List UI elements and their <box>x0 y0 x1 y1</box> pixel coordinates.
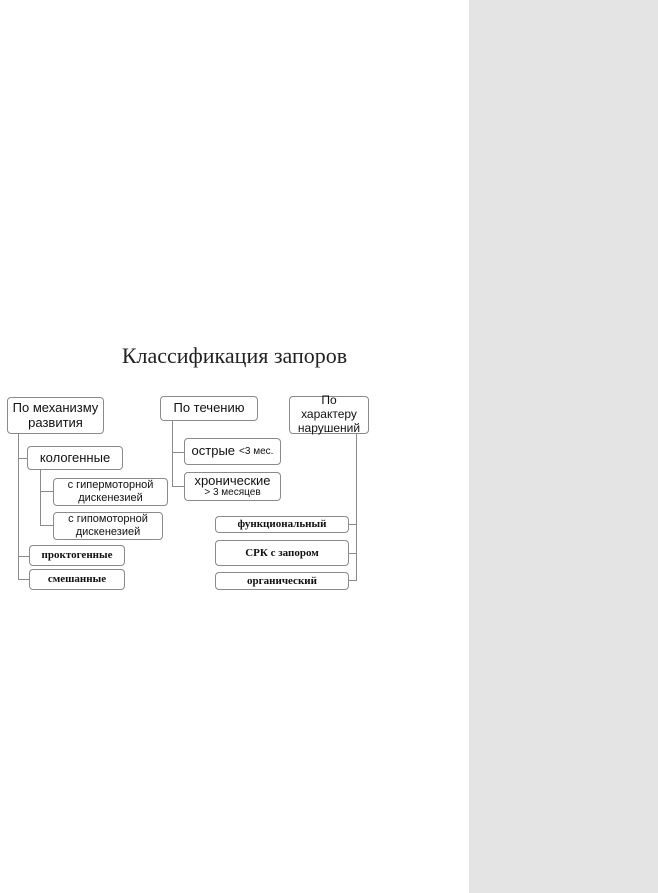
connector-to-ibs <box>349 553 357 554</box>
chronic-label: хронические <box>194 473 271 489</box>
connector-to-proktogennye <box>18 556 29 557</box>
connector-to-organic <box>349 580 357 581</box>
course-header-box <box>160 396 258 421</box>
chronic-note: > 3 месяцев <box>204 487 261 499</box>
mechanism-header-label: По механизму развития <box>12 399 99 430</box>
connector-to-hypomotor <box>40 525 53 526</box>
proktogennye-box <box>29 545 125 566</box>
functional-label: функциональный <box>237 518 327 531</box>
ibs-box <box>215 540 349 566</box>
smeshannye-box <box>29 569 125 590</box>
connector-to-acute <box>172 452 184 453</box>
functional-box <box>215 516 349 533</box>
connector-kologennye-trunk <box>40 470 41 526</box>
acute-note: <3 мес. <box>239 445 274 457</box>
connector-to-smeshannye <box>18 579 29 580</box>
comment-pane <box>469 0 658 893</box>
connector-to-chronic <box>172 486 184 487</box>
ibs-label: СРК с запором <box>245 546 319 559</box>
organic-box <box>215 572 349 590</box>
connector-character-trunk <box>356 434 357 581</box>
hypomotor-label: с гипомоторной дискенезией <box>68 513 148 538</box>
kologennye-box <box>27 446 123 470</box>
connector-to-hypermotor <box>40 491 53 492</box>
connector-mechanism-trunk <box>18 434 19 580</box>
connector-to-kologennye <box>18 458 27 459</box>
mechanism-header-box <box>7 397 104 434</box>
hypermotor-box <box>53 478 168 506</box>
character-header-box <box>289 393 369 435</box>
course-header-label: По течению <box>173 400 245 416</box>
connector-course-trunk <box>172 421 173 487</box>
page-title: Классификация запоров <box>121 343 348 368</box>
kologennye-label: кологенные <box>39 449 111 465</box>
connector-to-functional <box>349 524 357 525</box>
chronic-box <box>184 472 281 501</box>
hypermotor-label: с гипермоторной дискенезией <box>67 479 154 504</box>
acute-box <box>184 438 281 465</box>
organic-label: органический <box>247 574 317 587</box>
smeshannye-label: смешанные <box>47 573 107 586</box>
hypomotor-box <box>53 512 163 540</box>
character-header-label: По характеру нарушений <box>297 393 361 435</box>
acute-label: острые <box>191 443 236 459</box>
proktogennye-label: проктогенные <box>41 549 113 562</box>
